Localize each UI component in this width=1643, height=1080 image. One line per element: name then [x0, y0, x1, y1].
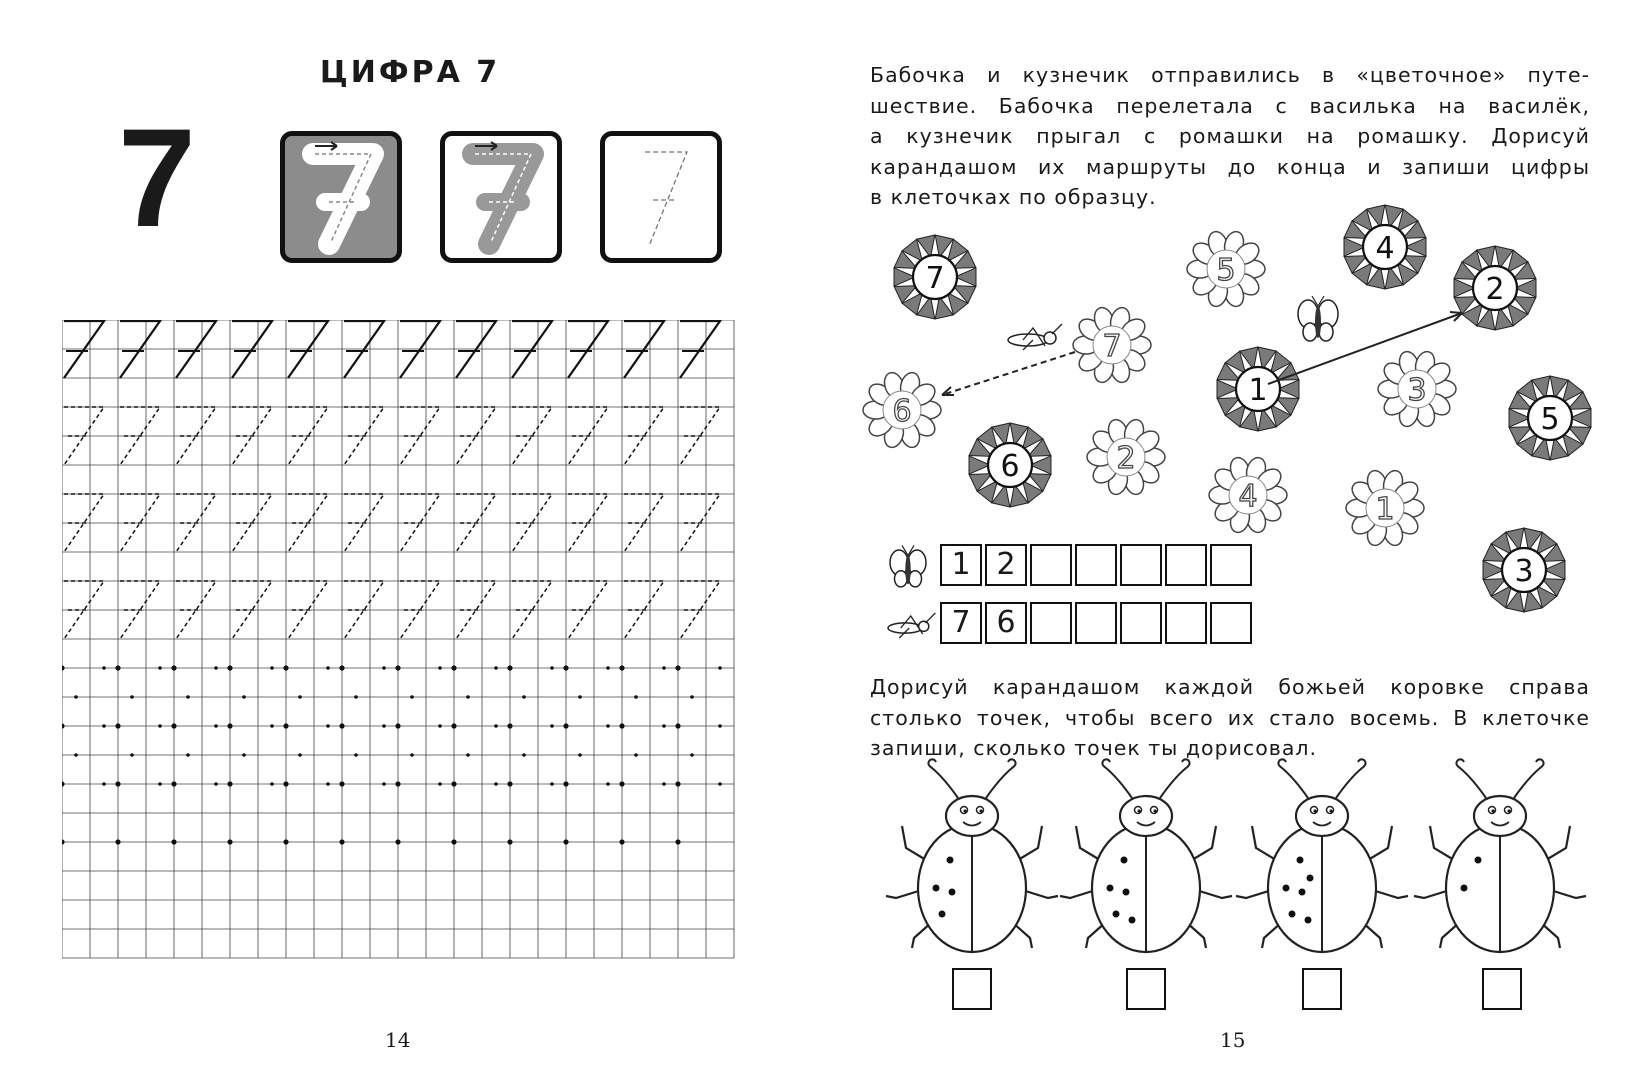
guide-dot [662, 724, 666, 728]
cornflower [1509, 376, 1591, 460]
page-number: 14 [385, 1028, 411, 1052]
guide-dot [227, 781, 232, 786]
guide-dot [507, 723, 512, 728]
answer-cell[interactable]: 6 [985, 602, 1027, 644]
guide-dot [619, 781, 624, 786]
flower-number: 6 [892, 394, 912, 429]
grasshopper-answer-row [940, 602, 1255, 648]
guide-dot [227, 839, 232, 844]
text-line: карандашом их маршруты до конца и запиши цифры [870, 154, 1590, 179]
guide-dot [339, 781, 344, 786]
guide-dot [115, 723, 120, 728]
guide-dot [115, 839, 120, 844]
flower-number: 2 [1116, 441, 1136, 476]
flower-number: 7 [925, 261, 945, 296]
guide-dot [102, 724, 106, 728]
guide-dot [451, 781, 456, 786]
ladybug-answer-box[interactable] [952, 968, 992, 1010]
daisy [1087, 417, 1165, 497]
daisy [1209, 455, 1287, 535]
flower-number: 3 [1514, 554, 1534, 589]
flower-number: 4 [1238, 479, 1258, 514]
sample-digit: 7 [118, 99, 196, 256]
guide-dot [619, 723, 624, 728]
guide-dot [395, 781, 400, 786]
guide-dot [675, 839, 680, 844]
guide-dot [227, 723, 232, 728]
guide-dot [563, 781, 568, 786]
guide-dot [74, 753, 78, 757]
guide-dot [563, 839, 568, 844]
text-line: запиши, сколько точек ты дорисовал. [870, 736, 1318, 760]
butterfly [1298, 296, 1338, 341]
guide-dot [550, 782, 554, 786]
guide-dot [466, 753, 470, 757]
guide-dot [675, 723, 680, 728]
guide-dot [283, 781, 288, 786]
guide-dot [339, 839, 344, 844]
guide-dot [507, 839, 512, 844]
cornflower [1344, 205, 1426, 289]
text-line: а кузнечик прыгал с ромашки на ромашку. Дорисуй [870, 124, 1590, 148]
guide-dot [158, 782, 162, 786]
guide-dot [214, 782, 218, 786]
flower-number: 4 [1375, 231, 1395, 266]
guide-dot [494, 724, 498, 728]
text-line: шествие. Бабочка перелетала с василька на василёк, [870, 93, 1590, 118]
guide-dot [662, 782, 666, 786]
guide-dot [326, 724, 330, 728]
task-2-text [870, 672, 1590, 764]
guide-dot [606, 724, 610, 728]
answer-cell[interactable] [1210, 544, 1252, 586]
guide-dot [186, 753, 190, 757]
flower-number: 3 [1407, 373, 1427, 408]
guide-dot [563, 723, 568, 728]
guide-dot [451, 723, 456, 728]
guide-dot [507, 781, 512, 786]
answer-cell[interactable] [1120, 544, 1162, 586]
butterfly-row-icon [890, 545, 926, 587]
grasshopper-route [942, 352, 1075, 395]
guide-dot [283, 723, 288, 728]
ladybug-answer-box[interactable] [1302, 968, 1342, 1010]
guide-dot [522, 753, 526, 757]
guide-dot [382, 724, 386, 728]
ladybug-answer-box[interactable] [1126, 968, 1166, 1010]
guide-dot [102, 782, 106, 786]
flower-number: 2 [1485, 272, 1505, 307]
grasshopper [1008, 324, 1062, 350]
guide-dot [438, 782, 442, 786]
guide-dot [550, 724, 554, 728]
guide-dot [395, 723, 400, 728]
guide-dot [115, 781, 120, 786]
butterfly-answer-row [940, 544, 1255, 590]
guide-dot [634, 753, 638, 757]
guide-dot [718, 782, 722, 786]
guide-dot [382, 782, 386, 786]
grasshopper-row-icon [888, 613, 935, 638]
text-line: в клеточках по образцу. [870, 185, 1157, 209]
guide-dot [326, 782, 330, 786]
answer-cell[interactable] [1210, 602, 1252, 644]
daisy [1187, 229, 1265, 309]
daisy [1073, 305, 1151, 385]
guide-dot [171, 723, 176, 728]
cornflower [1217, 347, 1299, 431]
guide-dot [718, 724, 722, 728]
text-line: Дорисуй карандашом каждой божьей коровке справа [870, 675, 1590, 699]
cornflower [969, 423, 1051, 507]
guide-dot [171, 781, 176, 786]
answer-cell[interactable] [1030, 602, 1072, 644]
answer-cell[interactable]: 1 [940, 544, 982, 586]
guide-dot [606, 782, 610, 786]
page-number: 15 [1220, 1028, 1246, 1052]
guide-dot [171, 839, 176, 844]
text-line: Бабочка и кузнечик отправились в «цветочное» путе- [870, 63, 1590, 87]
guide-dot [339, 723, 344, 728]
answer-cell[interactable] [1165, 602, 1207, 644]
flower-number: 1 [1375, 492, 1395, 527]
guide-dot [62, 723, 65, 728]
daisy [863, 370, 941, 450]
flower-number: 5 [1540, 402, 1560, 437]
answer-cell[interactable]: 7 [940, 602, 982, 644]
guide-dot [242, 753, 246, 757]
cornflower [1483, 528, 1565, 612]
answer-cell[interactable] [1075, 602, 1117, 644]
guide-dot [62, 839, 65, 844]
daisy [1346, 468, 1424, 548]
answer-cell[interactable] [1030, 544, 1072, 586]
answer-cell[interactable]: 2 [985, 544, 1027, 586]
text-line: столько точек, чтобы всего их стало восемь. В клеточке [870, 705, 1590, 730]
guide-dot [690, 753, 694, 757]
cornflower [894, 235, 976, 319]
guide-dot [130, 753, 134, 757]
guide-dot [675, 781, 680, 786]
guide-dot [270, 782, 274, 786]
answer-cell[interactable] [1075, 544, 1117, 586]
cornflower [1454, 246, 1536, 330]
answer-cell[interactable] [1165, 544, 1207, 586]
flower-number: 1 [1248, 373, 1268, 408]
guide-dot [494, 782, 498, 786]
guide-dot [410, 753, 414, 757]
flower-number: 6 [1000, 449, 1020, 484]
guide-dot [270, 724, 274, 728]
flower-number: 5 [1216, 253, 1236, 288]
ladybug-answer-box[interactable] [1482, 968, 1522, 1010]
guide-dot [298, 753, 302, 757]
guide-dot [451, 839, 456, 844]
guide-dot [158, 724, 162, 728]
daisy [1378, 349, 1456, 429]
guide-dot [354, 753, 358, 757]
guide-dot [619, 839, 624, 844]
guide-dot [578, 753, 582, 757]
answer-cell[interactable] [1120, 602, 1162, 644]
guide-dot [395, 839, 400, 844]
guide-dot [283, 839, 288, 844]
page-title: ЦИФРА 7 [319, 55, 501, 90]
flower-number: 7 [1102, 329, 1122, 364]
guide-dot [438, 724, 442, 728]
guide-dot [214, 724, 218, 728]
guide-dot [62, 781, 65, 786]
